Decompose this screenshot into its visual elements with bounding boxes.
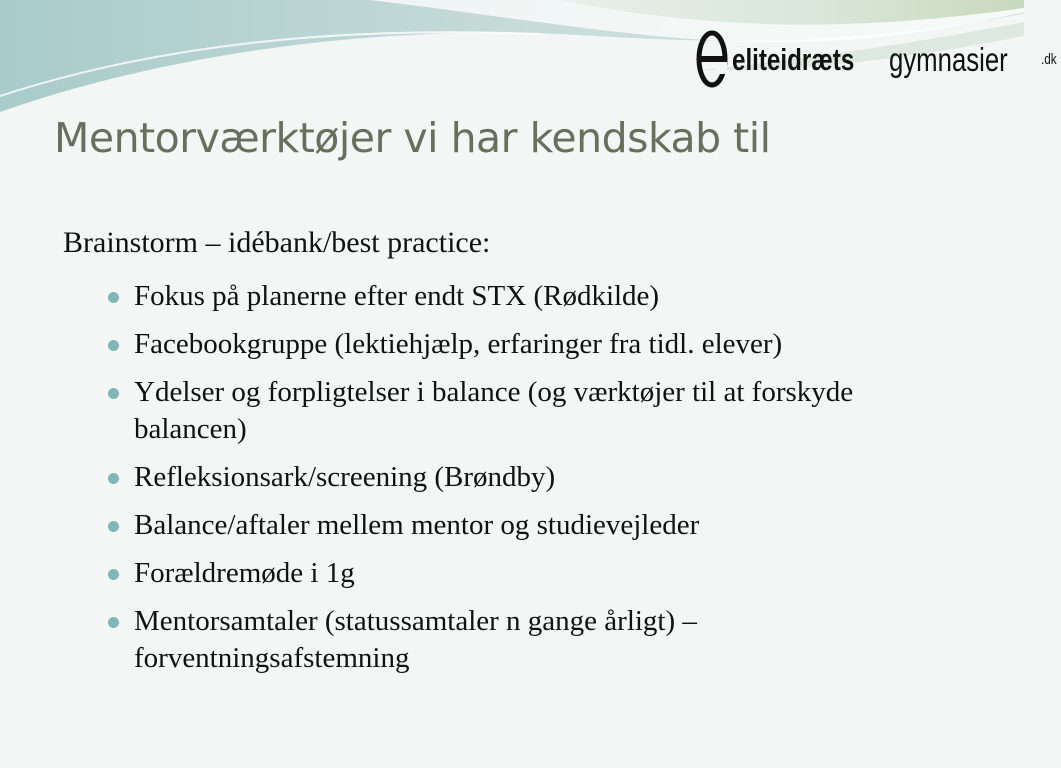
bullet-text: Balance/aftaler mellem mentor og studievejleder: [134, 509, 700, 541]
round-bullet-icon: [108, 388, 119, 399]
round-bullet-icon: [108, 340, 119, 351]
round-bullet-icon: [108, 292, 119, 303]
bullet-item: [106, 555, 966, 592]
bullet-item: [106, 326, 966, 363]
bullet-text: Facebookgruppe (lektiehjælp, erfaringer fra tidl. elever): [134, 328, 783, 360]
bullet-text: Mentorsamtaler (statussamtaler n gange årligt) – forventningsafstemning: [134, 605, 697, 674]
bullet-item: [106, 374, 966, 448]
brand-logo: [697, 30, 1061, 88]
logo-suffix-dk: .dk: [1041, 50, 1057, 68]
intro-heading: Brainstorm – idébank/best practice:: [63, 226, 491, 259]
round-bullet-icon: [108, 617, 119, 628]
bullet-text: Ydelser og forpligtelser i balance (og værktøjer til at forskyde balancen): [134, 376, 854, 445]
bullet-text: Refleksionsark/screening (Brøndby): [134, 461, 556, 493]
bullet-item: [106, 603, 966, 677]
bullet-item: [106, 278, 966, 315]
round-bullet-icon: [108, 521, 119, 532]
bullet-text: Forældremøde i 1g: [134, 557, 355, 589]
bullet-list: [106, 278, 966, 688]
logo-word-gymnasier: gymnasier: [888, 40, 1008, 78]
bullet-item: [106, 459, 966, 496]
round-bullet-icon: [108, 473, 119, 484]
bullet-item: [106, 507, 966, 544]
slide-title: Mentorværktøjer vi har kendskab til: [54, 114, 771, 162]
round-bullet-icon: [108, 569, 119, 580]
logo-word-eliteidraets: eliteidræts: [732, 41, 855, 77]
bullet-text: Fokus på planerne efter endt STX (Rødkilde): [134, 280, 660, 312]
e-logo-icon: [697, 31, 727, 87]
